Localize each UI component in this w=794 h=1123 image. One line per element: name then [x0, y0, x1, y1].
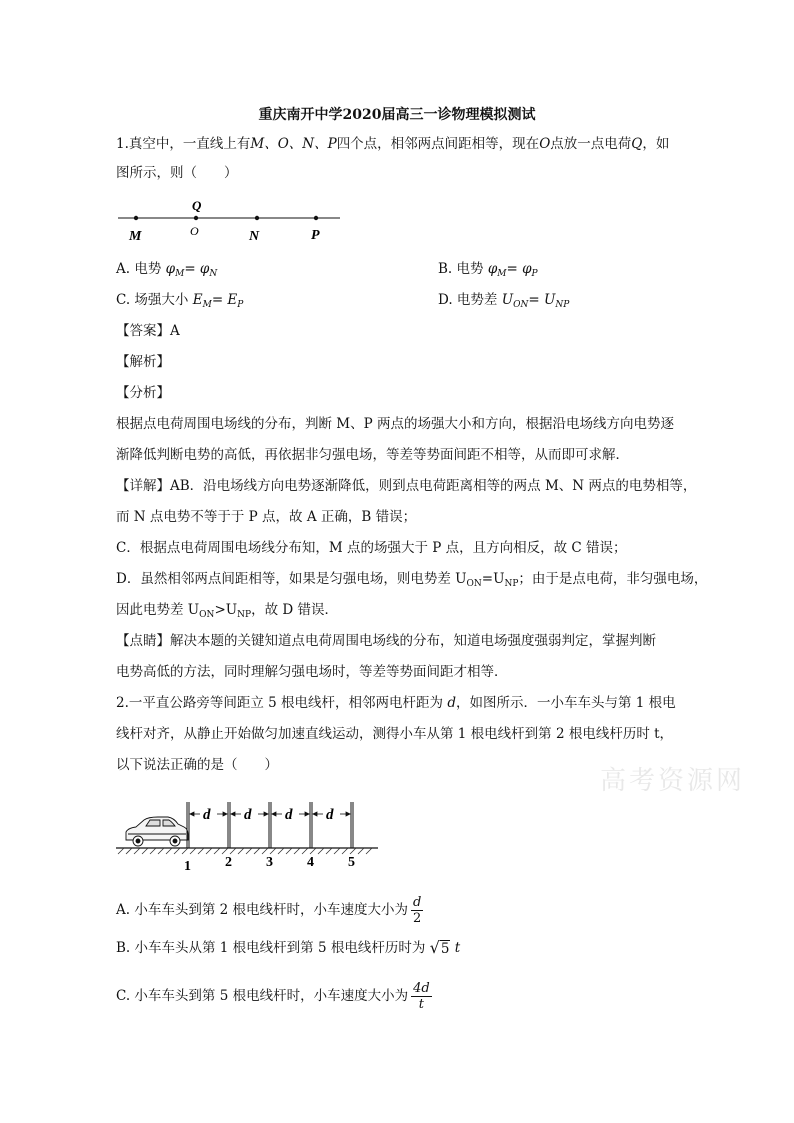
point-n-dot	[255, 216, 259, 220]
q1-stem-line1	[116, 134, 669, 154]
detail-text: =U	[481, 571, 505, 587]
label-n: N	[249, 229, 260, 244]
q2-option-c	[116, 981, 432, 1012]
pole-label-2: 2	[225, 855, 232, 870]
gap-label-1: d	[203, 807, 211, 823]
eq-sign: =	[528, 292, 544, 308]
q1-figure	[112, 196, 352, 246]
car-icon	[126, 817, 188, 846]
q2-option-a	[116, 895, 423, 926]
point-o-dot	[194, 216, 198, 220]
point-m-dot	[134, 216, 138, 220]
q1-analysis-line2: 渐降低判断电势的高低，再依据非匀强电场，等差等势面间距不相等，从而即可求解．	[116, 447, 629, 463]
gap-label-2: d	[244, 807, 252, 823]
q1-detail-line3: C．根据点电荷周围电场线分布知，M 点的场强大于 P 点，且方向相反，故 C 错误；	[116, 540, 627, 556]
u-symbol-2: U	[544, 292, 556, 308]
sub-n: N	[209, 269, 218, 279]
page-title: 重庆南开中学2020届高三一诊物理模拟测试	[258, 107, 536, 123]
t-symbol: t	[454, 940, 461, 956]
q2-stem-text: 2.一平直公路旁等间距立 5 根电线杆，相邻两电杆距为	[116, 695, 444, 711]
q1-points: M、O、N、P	[250, 136, 337, 152]
sub-m: M	[497, 269, 507, 279]
option-c-text: C. 场强大小	[116, 292, 189, 308]
q1-stem-text: 1.真空中，一直线上有	[116, 136, 251, 152]
frac-numerator: 4d	[413, 981, 430, 996]
label-o: O	[190, 224, 199, 238]
road-hatch	[118, 848, 372, 854]
gap-label-3: d	[285, 807, 293, 823]
option-b-text: B. 小车车头从第 1 根电线杆到第 5 根电线杆历时为	[116, 940, 426, 956]
q1-stem-text-d: ，如	[642, 136, 670, 152]
option-b-text: B. 电势	[438, 261, 484, 277]
q2-option-b	[116, 938, 460, 959]
q1-option-d	[438, 290, 569, 315]
eq-sign: =	[211, 292, 228, 308]
fraction-d-over-2	[411, 895, 423, 926]
q1-point-o: O	[539, 136, 551, 152]
phi-symbol: φ	[487, 261, 498, 277]
q1-charge-q: Q	[631, 136, 643, 152]
q1-detail-line4	[116, 569, 707, 594]
q1-tip-line2: 电势高低的方法，同时理解匀强电场时，等差等势面间距才相等．	[116, 664, 508, 680]
frac-denominator: t	[418, 997, 425, 1012]
point-p-dot	[314, 216, 318, 220]
q2-stem-text-b: ，如图所示．一小车车头与第 1 根电	[456, 695, 676, 711]
watermark: 高考资源网	[600, 766, 746, 796]
q1-detail-line2: 而 N 点电势不等于于 P 点，故 A 正确，B 错误；	[116, 509, 417, 525]
q1-detail-line1: 【详解】AB．沿电场线方向电势逐渐降低，则到点电荷距离相等的两点 M、N 两点的电势相等，	[116, 478, 697, 494]
label-p: P	[311, 228, 320, 243]
q2-stem-line1	[116, 693, 676, 713]
sub-np: NP	[555, 300, 570, 310]
sub-on: ON	[466, 579, 482, 589]
detail-text: >U	[214, 602, 238, 618]
option-d-text: D. 电势差	[438, 292, 498, 308]
q1-option-c	[116, 290, 243, 315]
phi-symbol-2: φ	[199, 261, 210, 277]
q1-detail-line5	[116, 600, 338, 625]
sub-p: P	[531, 269, 538, 279]
option-a-text: A. 小车车头到第 2 根电线杆时，小车速度大小为	[116, 902, 409, 918]
pole-label-1: 1	[184, 859, 191, 874]
phi-symbol-2: φ	[522, 261, 532, 277]
sub-m: M	[202, 300, 212, 310]
label-q: Q	[192, 198, 202, 213]
q1-jiexi-heading: 【解析】	[116, 354, 170, 370]
option-a-text: A. 电势	[116, 261, 162, 277]
eq-sign: =	[184, 261, 200, 277]
sub-np: NP	[237, 610, 252, 620]
e-symbol-2: E	[227, 292, 238, 308]
q1-stem-line2: 图所示，则（ ）	[116, 165, 238, 181]
q1-answer: 【答案】A	[116, 323, 180, 339]
label-m: M	[129, 229, 142, 244]
q1-option-b	[438, 259, 538, 284]
u-symbol: U	[501, 292, 514, 308]
gap-label-4: d	[326, 807, 334, 823]
q1-option-a	[116, 259, 217, 284]
detail-text: D．虽然相邻两点间距相等，如果是匀强电场，则电势差 U	[116, 571, 467, 587]
e-symbol: E	[192, 292, 203, 308]
pole-label-5: 5	[348, 855, 355, 870]
frac-denominator: 2	[413, 911, 422, 926]
sub-p: P	[237, 300, 244, 310]
phi-symbol: φ	[165, 261, 176, 277]
sub-on: ON	[513, 300, 529, 310]
detail-text: ，故 D 错误．	[251, 602, 338, 618]
pole-label-4: 4	[307, 855, 314, 870]
option-c-text: C. 小车车头到第 5 根电线杆时，小车速度大小为	[116, 988, 409, 1004]
radicand: 5	[440, 941, 450, 957]
q1-stem-text-c: 点放一点电荷	[550, 136, 632, 152]
q1-analysis-line1: 根据点电荷周围电场线的分布，判断 M、P 两点的场强大小和方向，根据沿电场线方向电势逐	[116, 416, 674, 432]
q2-stem-line3: 以下说法正确的是（ ）	[116, 757, 278, 773]
q2-stem-line2: 线杆对齐，从静止开始做匀加速直线运动，测得小车从第 1 根电线杆到第 2 根电线杆历时 t，	[116, 726, 674, 742]
sqrt-5: √5	[429, 938, 450, 957]
frac-numerator: d	[413, 895, 422, 910]
fraction-4d-over-t	[411, 981, 432, 1012]
detail-text: 因此电势差 U	[116, 602, 200, 618]
pole-label-3: 3	[266, 855, 273, 870]
eq-sign: =	[506, 261, 523, 277]
q2-figure	[114, 796, 384, 876]
q1-fenxi-heading: 【分析】	[116, 385, 170, 401]
q1-stem-text-b: 四个点，相邻两点间距相等，现在	[336, 136, 540, 152]
q1-tip-line1: 【点睛】解决本题的关键知道点电荷周围电场线的分布，知道电场强度强弱判定，掌握判断	[116, 633, 656, 649]
q2-d-symbol: d	[447, 695, 457, 711]
detail-text: ；由于是点电荷，非匀强电场，	[518, 571, 708, 587]
sub-np: NP	[504, 579, 519, 589]
sub-on: ON	[199, 610, 215, 620]
sub-m: M	[175, 269, 185, 279]
